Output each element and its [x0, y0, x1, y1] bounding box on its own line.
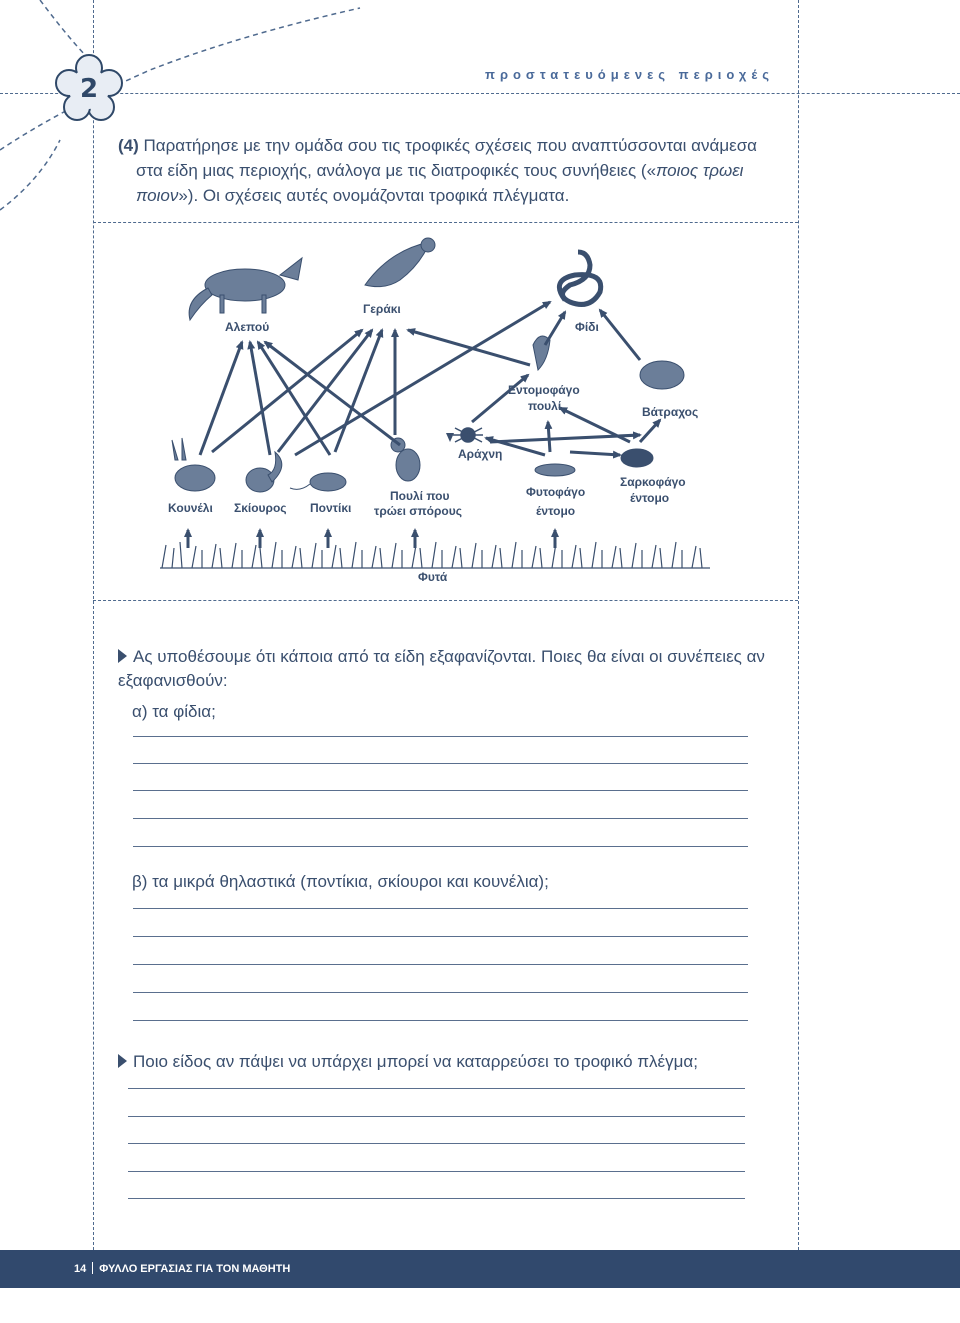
question-1a: α) τα φίδια;: [132, 702, 216, 721]
label-herb-insect-2: έντομο: [536, 504, 576, 518]
arrow-insectbird-snake: [545, 312, 565, 345]
bullet-triangle-icon: [118, 1054, 127, 1068]
exercise-number: (4): [118, 136, 139, 155]
question-1-line-2: εξαφανισθούν:: [118, 671, 228, 690]
intro-line-3: »). Οι σχέσεις αυτές ονομάζονται τροφικά πλέγματα.: [178, 186, 570, 205]
arrow-herbinsect-carninsect: [570, 452, 620, 455]
answer-line[interactable]: [133, 846, 748, 847]
frog-illustration: [640, 361, 684, 389]
footer-label: ΦΥΛΛΟ ΕΡΓΑΣΙΑΣ ΓΙΑ ΤΟΝ ΜΑΘΗΤΗ: [99, 1263, 291, 1275]
arrow-rabbit-fox: [200, 342, 242, 455]
answer-line[interactable]: [128, 1143, 745, 1144]
seed-bird-illustration: [391, 438, 420, 481]
label-herb-insect-1: Φυτοφάγο: [526, 485, 586, 499]
fox-illustration: [189, 258, 302, 320]
arrow-insectbird-hawk: [408, 330, 530, 365]
corner-decoration: [0, 0, 420, 260]
question-1-line-1: Ας υποθέσουμε ότι κάποια από τα είδη εξαφανίζονται. Ποιες θα είναι οι συνέπειες αν: [133, 647, 765, 666]
label-fox: Αλεπού: [225, 320, 270, 334]
question-1: [118, 645, 778, 693]
label-snake: Φίδι: [575, 320, 599, 334]
answer-line[interactable]: [133, 908, 748, 909]
snake-illustration: [559, 252, 600, 304]
answer-line[interactable]: [133, 992, 748, 993]
answer-line[interactable]: [133, 763, 748, 764]
answer-line[interactable]: [133, 790, 748, 791]
food-web-diagram: [150, 230, 730, 600]
intro-line-1: Παρατήρησε με την ομάδα σου τις τροφικές σχέσεις που αναπτύσσονται ανάμεσα: [143, 136, 758, 155]
answer-line[interactable]: [133, 1020, 748, 1021]
label-insect-bird-1: Εντομοφάγο: [508, 383, 580, 397]
answer-line[interactable]: [128, 1171, 745, 1172]
intro-italic-2: ποιον: [136, 186, 179, 205]
answer-line[interactable]: [133, 736, 748, 737]
label-carn-insect-2: έντομο: [630, 491, 670, 505]
intro-italic-1: ποιος τρωει: [656, 161, 744, 180]
rabbit-illustration: [172, 438, 215, 491]
spider-illustration: [453, 428, 483, 442]
squirrel-illustration: [246, 452, 282, 492]
section-number: 2: [79, 74, 99, 104]
answer-line[interactable]: [133, 936, 748, 937]
page-number: 14: [74, 1263, 87, 1275]
arrow-frog-snake: [600, 310, 640, 360]
intro-line-2: στα είδη μιας περιοχής, ανάλογα με τις διατροφικές τους συνήθειες («: [136, 161, 657, 180]
answer-line[interactable]: [133, 964, 748, 965]
label-seed-bird-2: τρώει σπόρους: [374, 504, 462, 518]
section-badge: [52, 52, 126, 126]
bullet-triangle-icon: [118, 649, 127, 663]
arrow-spider-frog: [490, 435, 640, 442]
intro-paragraph: [118, 133, 778, 208]
label-rabbit: Κουνέλι: [168, 501, 213, 515]
grass-illustration: [160, 542, 710, 568]
question-2-text: Ποιο είδος αν πάψει να υπάρχει μπορεί να καταρρεύσει το τροφικό πλέγμα;: [133, 1052, 698, 1071]
mouse-illustration: [290, 473, 346, 491]
diagram-bottom-rule: [93, 600, 798, 601]
label-hawk: Γεράκι: [363, 302, 401, 316]
carn-insect-illustration: [621, 449, 653, 467]
footer-text: [74, 1262, 290, 1275]
label-spider: Αράχνη: [458, 447, 503, 461]
hawk-illustration: [365, 238, 435, 287]
label-seed-bird-1: Πουλί που: [390, 489, 450, 503]
label-plants: Φυτά: [418, 570, 448, 584]
footer-divider: [92, 1262, 93, 1274]
label-insect-bird-2: πουλί: [528, 399, 562, 413]
footer-bar: [0, 1250, 960, 1288]
answer-line[interactable]: [128, 1198, 745, 1199]
label-carn-insect-1: Σαρκοφάγο: [620, 475, 686, 489]
question-2: [118, 1050, 778, 1074]
label-squirrel: Σκίουρος: [234, 501, 287, 515]
label-mouse: Ποντίκι: [310, 501, 352, 515]
arrow-herbinsect-insectbird: [548, 422, 550, 452]
arrow-squirrel-fox: [250, 342, 270, 455]
frame-right: [798, 0, 799, 1250]
arrow-rabbit-hawk: [212, 330, 362, 452]
question-1b: β) τα μικρά θηλαστικά (ποντίκια, σκίουροι και κουνέλια);: [132, 872, 549, 891]
answer-line[interactable]: [133, 818, 748, 819]
section-title: προστατευόμενες περιοχές: [485, 67, 774, 82]
herb-insect-illustration: [535, 464, 575, 476]
label-frog: Βάτραχος: [642, 405, 699, 419]
answer-line[interactable]: [128, 1116, 745, 1117]
arrow-carninsect-frog: [640, 420, 660, 442]
answer-line[interactable]: [128, 1088, 745, 1089]
